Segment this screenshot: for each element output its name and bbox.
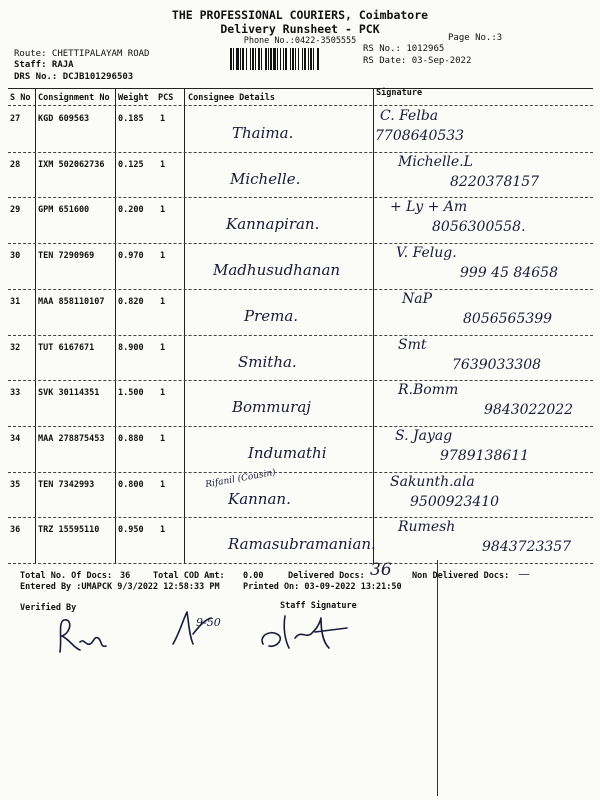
row-consignee-name: Ramasubramanian. [228, 535, 376, 554]
row-consignment-no: MAA 278875453 [38, 433, 105, 444]
row-separator [8, 152, 593, 153]
row-pcs: 1 [160, 159, 166, 170]
row-signature-phone: 9843022022 [484, 402, 574, 419]
table-bottom-border [8, 563, 593, 564]
row-signature-phone: 9500923410 [410, 493, 500, 510]
row-pcs: 1 [160, 114, 166, 124]
row-signature-phone: 9843723357 [482, 539, 572, 556]
col-header-weight: Weight [118, 93, 149, 103]
rs-date: RS Date: 03-Sep-2022 [363, 56, 472, 66]
col-header-signature: Signature [376, 88, 423, 98]
total-cod-value: 0.00 [243, 571, 264, 581]
row-signature-phone: 8056300558. [432, 219, 526, 236]
row-signature-name: Rumesh [398, 519, 456, 536]
col-header-sno: S No [10, 93, 31, 103]
staff-signature [255, 608, 355, 658]
row-signature-name: Smt [398, 336, 427, 353]
total-docs-label: Total No. Of Docs: [20, 571, 113, 581]
row-weight: 0.125 [118, 159, 144, 170]
row-signature-name: V. Felug. [396, 245, 457, 262]
col-header-consignment: Consignment No [38, 93, 110, 103]
total-cod-label: Total COD Amt: [153, 571, 225, 581]
row-weight: 0.820 [118, 296, 144, 307]
row-consignee-name: Prema. [244, 306, 299, 325]
row-signature-phone: 7639033308 [452, 356, 542, 373]
handwritten-time: 9-50 [196, 616, 221, 629]
row-sno: 31 [10, 296, 21, 307]
verified-by-label: Verified By [20, 603, 77, 613]
row-consignee-name: Kannapiran. [226, 215, 320, 234]
row-weight: 0.950 [118, 525, 144, 536]
row-weight: 0.185 [118, 114, 144, 124]
row-signature-name: NaP [402, 290, 433, 307]
row-signature-name: Michelle.L [398, 153, 473, 170]
row-consignee-name: Michelle. [230, 169, 301, 188]
row-weight: 0.200 [118, 205, 144, 216]
staff-signature-label: Staff Signature [280, 601, 357, 611]
row-sno: 32 [10, 342, 21, 353]
row-consignee-name: Madhusudhanan [213, 261, 341, 280]
col-divider [115, 88, 116, 563]
table-top-border [8, 88, 593, 89]
col-divider [35, 88, 36, 563]
row-pcs: 1 [160, 433, 166, 444]
row-signature-phone: 9789138611 [440, 447, 530, 464]
route-label: Route: CHETTIPALAYAM ROAD [14, 49, 150, 59]
row-weight: 8.900 [118, 342, 144, 353]
row-consignment-no: TUT 6167671 [38, 342, 95, 353]
row-signature-phone: 7708640533 [375, 128, 465, 144]
verifier-signature [50, 612, 120, 660]
row-sno: 28 [10, 159, 21, 170]
row-signature-phone: 999 45 84658 [460, 265, 558, 282]
row-consignee-name: Smitha. [238, 352, 297, 371]
col-header-consignee: Consignee Details [188, 93, 275, 103]
row-consignment-no: GPM 651600 [38, 205, 90, 216]
col-divider [373, 88, 374, 563]
row-sno: 35 [10, 479, 21, 490]
row-separator [8, 197, 593, 198]
row-consignee-name: Kannan. [228, 489, 291, 508]
row-sno: 27 [10, 114, 21, 124]
phone-number: Phone No.:0422-3505555 [243, 36, 357, 46]
runsheet-title: Delivery Runsheet - PCK [220, 22, 380, 36]
margin-mark [437, 560, 438, 796]
company-title: THE PROFESSIONAL COURIERS, Coimbatore [171, 8, 429, 22]
row-separator [8, 289, 593, 290]
row-separator [8, 472, 593, 473]
row-consignment-no: SVK 30114351 [38, 388, 100, 399]
row-consignment-no: IXM 502062736 [38, 159, 105, 170]
delivered-docs-label: Delivered Docs: [288, 571, 365, 581]
row-pcs: 1 [160, 342, 166, 353]
row-consignee-name: Bommuraj [232, 398, 311, 417]
total-docs-value: 36 [120, 571, 131, 581]
row-consignment-no: MAA 858110107 [38, 296, 105, 307]
row-pcs: 1 [160, 479, 166, 490]
rs-number: RS No.: 1012965 [363, 44, 445, 54]
page-number: Page No.:3 [448, 33, 503, 43]
row-pcs: 1 [160, 388, 166, 399]
entered-by: Entered By :UMAPCK 9/3/2022 12:58:33 PM [20, 582, 220, 592]
row-signature-phone: 8056565399 [463, 310, 553, 327]
row-separator [8, 517, 593, 518]
row-pcs: 1 [160, 296, 166, 307]
row-sno: 29 [10, 205, 21, 216]
row-signature-name: Sakunth.ala [390, 473, 475, 490]
row-signature-name: R.Bomm [398, 382, 459, 399]
row-pcs: 1 [160, 525, 166, 536]
barcode-icon [230, 48, 355, 70]
drs-number: DRS No.: DCJB101296503 [14, 72, 134, 82]
row-consignment-no: KGD 609563 [38, 114, 90, 124]
row-signature-phone: 8220378157 [450, 173, 540, 190]
row-consignee-name: Thaima. [232, 124, 294, 142]
col-header-pcs: PCS [158, 93, 174, 103]
row-separator [8, 335, 593, 336]
row-consignee-name: Indumathi [248, 443, 327, 462]
printed-on: Printed On: 03-09-2022 13:21:50 [243, 582, 402, 592]
header-separator [8, 105, 593, 106]
row-consignment-no: TRZ 15595110 [38, 525, 100, 536]
row-sno: 34 [10, 433, 21, 444]
staff-label: Staff: RAJA [14, 60, 74, 70]
row-pcs: 1 [160, 251, 166, 262]
row-consignee-note: Rifanil (Cousin) [204, 467, 277, 490]
row-weight: 1.500 [118, 388, 144, 399]
row-sno: 33 [10, 388, 21, 399]
row-separator [8, 426, 593, 427]
row-separator [8, 243, 593, 244]
row-sno: 30 [10, 251, 21, 262]
row-separator [8, 380, 593, 381]
row-signature-name: + Ly + Am [390, 199, 468, 216]
row-consignment-no: TEN 7290969 [38, 251, 95, 262]
delivered-docs-handwritten: 36 [370, 560, 392, 580]
row-sno: 36 [10, 525, 21, 536]
row-signature-name: S. Jayag [395, 427, 453, 444]
row-weight: 0.880 [118, 433, 144, 444]
row-consignment-no: TEN 7342993 [38, 479, 95, 490]
col-divider [184, 88, 185, 563]
row-weight: 0.800 [118, 479, 144, 490]
non-delivered-handwritten: — [518, 567, 530, 581]
row-signature-name: C. Felba [380, 108, 439, 124]
non-delivered-docs-label: Non Delivered Docs: [412, 571, 510, 581]
row-pcs: 1 [160, 205, 166, 216]
row-weight: 0.970 [118, 251, 144, 262]
